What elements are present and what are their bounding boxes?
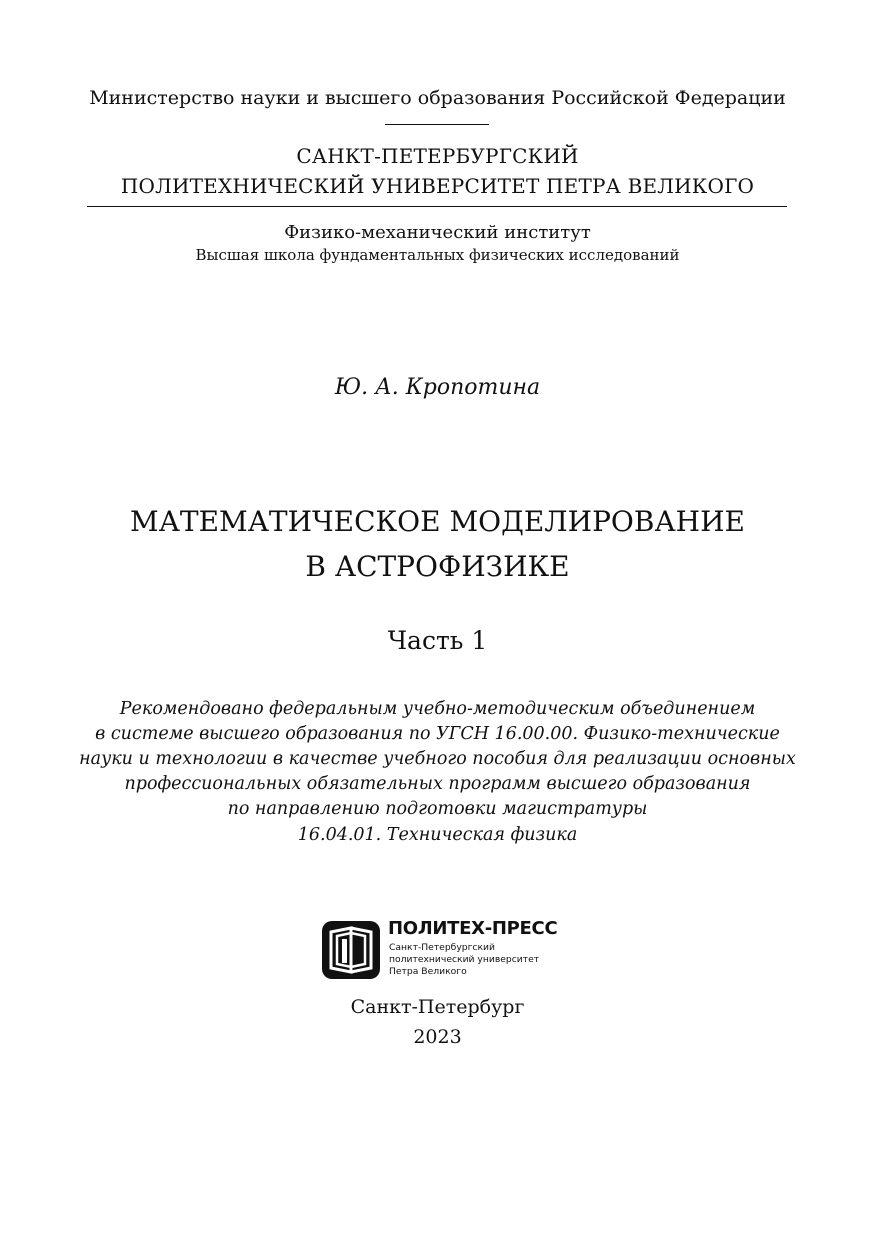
publisher-logo — [321, 920, 561, 982]
publication-city: Санкт-Петербург — [350, 996, 525, 1018]
school-name: Высшая школа фундаментальных физических исследований — [195, 246, 680, 264]
publisher-subtitle-line: политехнический университет — [389, 954, 540, 965]
university-name-line2: ПОЛИТЕХНИЧЕСКИЙ УНИВЕРСИТЕТ ПЕТРА ВЕЛИКОГО — [120, 174, 755, 198]
recommendation-line: 16.04.01. Техническая физика — [297, 825, 578, 845]
recommendation-line: профессиональных обязательных программ высшего образования — [124, 774, 751, 794]
book-title-line2: В АСТРОФИЗИКЕ — [305, 550, 570, 583]
publication-year: 2023 — [413, 1026, 462, 1048]
recommendation-line: Рекомендовано федеральным учебно-методическим объединением — [119, 699, 756, 719]
publisher-name: ПОЛИТЕХ-ПРЕСС — [388, 918, 558, 939]
author-name: Ю. А. Кропотина — [334, 375, 541, 400]
ministry-line: Министерство науки и высшего образования Российской Федерации — [89, 87, 786, 109]
book-logo-icon — [321, 920, 381, 980]
short-divider — [385, 124, 489, 125]
institute-name: Физико-механический институт — [284, 222, 591, 243]
book-part: Часть 1 — [387, 626, 488, 655]
recommendation-line: в системе высшего образования по УГСН 16.00.00. Физико-технические — [95, 724, 780, 744]
university-name-line1: САНКТ-ПЕТЕРБУРГСКИЙ — [296, 144, 579, 168]
recommendation-line: науки и технологии в качестве учебного пособия для реализации основных — [79, 749, 796, 769]
publisher-subtitle-line: Санкт-Петербургский — [389, 942, 495, 953]
book-title-line1: МАТЕМАТИЧЕСКОЕ МОДЕЛИРОВАНИЕ — [130, 505, 745, 538]
publisher-subtitle-line: Петра Великого — [389, 966, 467, 977]
recommendation-line: по направлению подготовки магистратуры — [227, 799, 648, 819]
long-divider — [87, 206, 787, 207]
